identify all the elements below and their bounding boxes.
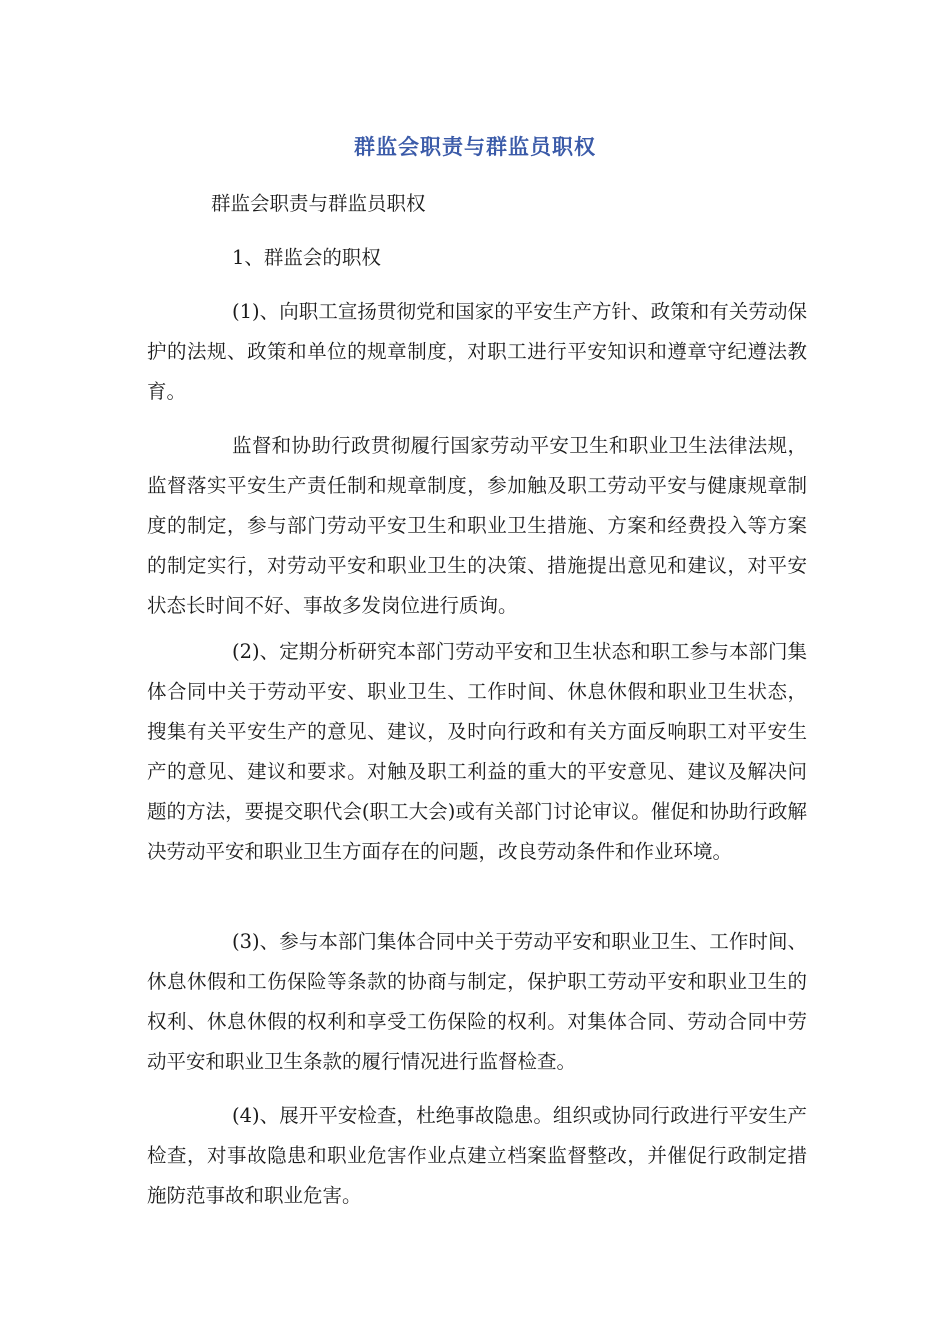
document-subtitle: 群监会职责与群监员职权 [211,192,426,215]
paragraph-3: (2)、定期分析研究本部门劳动平安和卫生状态和职工参与本部门集体合同中关于劳动平安、职业卫生、工作时间、休息休假和职业卫生状态，搜集有关平安生产的意见、建议，及时向行政和有关方面反响职工对平安生产的意见、建议和要求。对触及职工利益的重大的平安意见、建议及解决问题的方法，要提交职代会(职工大会)或有关部门讨论审议。催促和协助行政解决劳动平安和职业卫生方面存在的问题，改良劳动条件和作业环境。 [147,640,807,863]
page-title: 群监会职责与群监员职权 [354,135,596,159]
section-heading: 1、群监会的职权 [232,246,381,269]
paragraph-2: 监督和协助行政贯彻履行国家劳动平安卫生和职业卫生法律法规，监督落实平安生产责任制和规章制度，参加触及职工劳动平安与健康规章制度的制定，参与部门劳动平安卫生和职业卫生措施、方案和经费投入等方案的制定实行，对劳动平安和职业卫生的决策、措施提出意见和建议，对平安状态长时间不好、事故多发岗位进行质询。 [147,434,807,617]
paragraph-4: (3)、参与本部门集体合同中关于劳动平安和职业卫生、工作时间、休息休假和工伤保险等条款的协商与制定，保护职工劳动平安和职业卫生的权利、休息休假的权利和享受工伤保险的权利。对集体合同、劳动合同中劳动平安和职业卫生条款的履行情况进行监督检查。 [147,930,807,1073]
paragraph-5: (4)、展开平安检查，杜绝事故隐患。组织或协同行政进行平安生产检查，对事故隐患和职业危害作业点建立档案监督整改，并催促行政制定措施防范事故和职业危害。 [147,1104,807,1207]
paragraph-1: (1)、向职工宣扬贯彻党和国家的平安生产方针、政策和有关劳动保护的法规、政策和单位的规章制度，对职工进行平安知识和遵章守纪遵法教育。 [147,300,807,403]
